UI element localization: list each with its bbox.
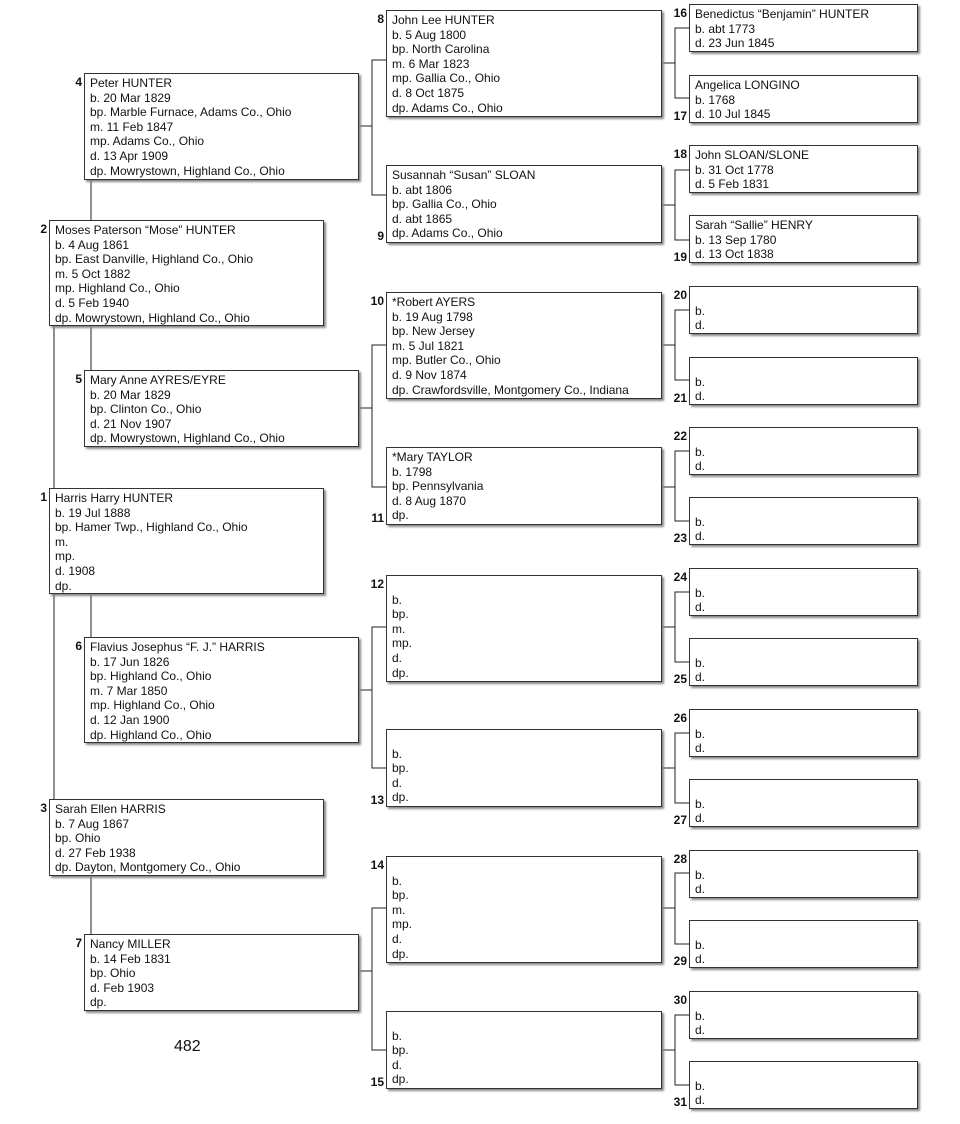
person-detail: b. xyxy=(392,1028,403,1043)
person-name xyxy=(695,289,912,304)
person-name: Moses Paterson “Mose” HUNTER xyxy=(55,223,236,237)
person-detail: bp. Hamer Twp., Highland Co., Ohio xyxy=(55,520,248,535)
person-detail: d. xyxy=(695,882,706,897)
ancestor-number: 24 xyxy=(673,570,687,584)
person-detail: b. xyxy=(695,374,706,389)
person-box-25 xyxy=(689,638,918,686)
person-name: *Mary TAYLOR xyxy=(392,450,473,464)
person-detail: b. 20 Mar 1829 xyxy=(90,90,171,105)
person-detail: b. xyxy=(695,1078,706,1093)
person-detail: b. 14 Feb 1831 xyxy=(90,951,171,966)
person-name: Nancy MILLER xyxy=(90,937,171,951)
person-detail: bp. East Danville, Highland Co., Ohio xyxy=(55,252,254,267)
person-name xyxy=(695,782,912,797)
person-detail: d. xyxy=(695,1023,706,1038)
person-detail: bp. xyxy=(392,888,409,903)
ancestor-number: 10 xyxy=(370,294,384,308)
person-name: Angelica LONGINO xyxy=(695,78,800,92)
person-box-22 xyxy=(689,427,918,475)
person-box-19 xyxy=(689,215,918,263)
person-box-4 xyxy=(84,73,359,180)
person-name xyxy=(695,1064,912,1079)
person-box-2 xyxy=(49,220,324,326)
person-box-24 xyxy=(689,568,918,616)
person-detail: b. abt 1806 xyxy=(392,182,453,197)
ancestor-number: 30 xyxy=(673,993,687,1007)
ancestor-number: 26 xyxy=(673,711,687,725)
person-name: Benedictus “Benjamin” HUNTER xyxy=(695,7,870,21)
person-name: John Lee HUNTER xyxy=(392,13,495,27)
person-name xyxy=(695,994,912,1009)
person-detail: d. 23 Jun 1845 xyxy=(695,36,775,51)
person-box-31 xyxy=(689,1061,918,1109)
person-detail: dp. Adams Co., Ohio xyxy=(392,100,503,115)
ancestor-number: 31 xyxy=(673,1095,687,1109)
person-detail: d. xyxy=(695,952,706,967)
person-name: John SLOAN/SLONE xyxy=(695,148,810,162)
person-detail: m. xyxy=(392,621,406,636)
person-detail: b. 19 Aug 1798 xyxy=(392,309,473,324)
ancestor-number: 8 xyxy=(377,12,384,26)
person-box-3 xyxy=(49,799,324,876)
person-detail: mp. Adams Co., Ohio xyxy=(90,134,205,149)
page-number: 482 xyxy=(174,1038,201,1055)
person-detail: mp. Butler Co., Ohio xyxy=(392,353,501,368)
person-detail: d. 21 Nov 1907 xyxy=(90,416,172,431)
ancestor-number: 20 xyxy=(673,288,687,302)
person-detail: b. 4 Aug 1861 xyxy=(55,237,130,252)
person-detail: mp. Gallia Co., Ohio xyxy=(392,71,501,86)
person-detail: b. xyxy=(695,655,706,670)
person-name xyxy=(695,641,912,656)
person-detail: b. xyxy=(695,726,706,741)
person-detail: b. 1798 xyxy=(392,464,433,479)
person-box-26 xyxy=(689,709,918,757)
person-detail: b. xyxy=(392,592,403,607)
person-detail: b. xyxy=(695,867,706,882)
person-detail: d. xyxy=(695,389,706,404)
person-detail: mp. xyxy=(392,917,413,932)
person-name xyxy=(695,571,912,586)
person-detail: d. xyxy=(695,1093,706,1108)
person-detail: d. xyxy=(695,811,706,826)
person-name: Sarah Ellen HARRIS xyxy=(55,802,166,816)
person-detail: b. xyxy=(695,937,706,952)
person-name xyxy=(392,1014,656,1029)
person-detail: b. abt 1773 xyxy=(695,21,756,36)
ancestor-number: 3 xyxy=(40,801,47,815)
person-detail: dp. xyxy=(392,508,409,523)
person-detail: dp. xyxy=(55,578,72,593)
person-box-10 xyxy=(386,292,662,399)
ancestor-number: 12 xyxy=(370,577,384,591)
person-detail: d. 8 Oct 1875 xyxy=(392,85,465,100)
ancestor-number: 19 xyxy=(673,250,687,264)
person-detail: mp. xyxy=(392,636,413,651)
person-detail: b. xyxy=(392,873,403,888)
ancestor-number: 1 xyxy=(40,490,47,504)
ancestor-number: 2 xyxy=(40,222,47,236)
person-box-23 xyxy=(689,497,918,545)
person-name xyxy=(392,859,656,874)
person-detail: d. xyxy=(695,318,706,333)
person-detail: dp. xyxy=(90,995,107,1010)
person-detail: bp. Highland Co., Ohio xyxy=(90,669,212,684)
person-detail: d. 13 Oct 1838 xyxy=(695,247,774,262)
person-box-6 xyxy=(84,637,359,743)
person-box-30 xyxy=(689,991,918,1039)
person-name xyxy=(695,853,912,868)
person-box-21 xyxy=(689,357,918,405)
person-box-20 xyxy=(689,286,918,334)
person-detail: bp. Pennsylvania xyxy=(392,479,484,494)
person-box-28 xyxy=(689,850,918,898)
person-detail: bp. Marble Furnace, Adams Co., Ohio xyxy=(90,105,292,120)
ancestor-number: 15 xyxy=(370,1075,384,1089)
ancestor-number: 22 xyxy=(673,429,687,443)
person-detail: b. 13 Sep 1780 xyxy=(695,232,777,247)
person-detail: d. 5 Feb 1831 xyxy=(695,177,770,192)
person-detail: m. 11 Feb 1847 xyxy=(90,119,174,134)
person-detail: m. 7 Mar 1850 xyxy=(90,683,168,698)
person-detail: b. xyxy=(695,796,706,811)
person-detail: d. 1908 xyxy=(55,563,96,578)
ancestor-number: 7 xyxy=(75,936,82,950)
person-box-14 xyxy=(386,856,662,963)
person-name xyxy=(392,732,656,747)
person-detail: m. 6 Mar 1823 xyxy=(392,56,470,71)
person-detail: bp. Ohio xyxy=(55,831,101,846)
person-detail: d. 9 Nov 1874 xyxy=(392,367,467,382)
ancestor-number: 16 xyxy=(673,6,687,20)
person-detail: b. 31 Oct 1778 xyxy=(695,162,774,177)
person-box-27 xyxy=(689,779,918,827)
ancestor-number: 13 xyxy=(370,793,384,807)
ancestor-number: 29 xyxy=(673,954,687,968)
person-detail: d. 12 Jan 1900 xyxy=(90,712,170,727)
person-detail: bp. Ohio xyxy=(90,966,136,981)
ancestor-number: 6 xyxy=(75,639,82,653)
person-detail: d. 10 Jul 1845 xyxy=(695,107,771,122)
person-detail: dp. xyxy=(392,665,409,680)
person-detail: m. xyxy=(392,902,406,917)
person-detail: bp. Gallia Co., Ohio xyxy=(392,197,497,212)
ancestor-number: 27 xyxy=(673,813,687,827)
person-detail: d. xyxy=(695,741,706,756)
person-detail: b. 1768 xyxy=(695,92,736,107)
person-box-1 xyxy=(49,488,324,594)
person-name: Flavius Josephus “F. J.” HARRIS xyxy=(90,640,265,654)
person-box-29 xyxy=(689,920,918,968)
person-name: Sarah “Sallie” HENRY xyxy=(695,218,813,232)
person-name: Susannah “Susan” SLOAN xyxy=(392,168,536,182)
ancestor-number: 18 xyxy=(673,147,687,161)
person-detail: d. abt 1865 xyxy=(392,211,453,226)
person-detail: b. xyxy=(695,303,706,318)
person-detail: d. Feb 1903 xyxy=(90,980,155,995)
ancestor-number: 25 xyxy=(673,672,687,686)
ancestor-number: 28 xyxy=(673,852,687,866)
person-name: *Robert AYERS xyxy=(392,295,476,309)
person-detail: b. xyxy=(695,585,706,600)
person-detail: dp. Crawfordsville, Montgomery Co., Indiana xyxy=(392,382,629,397)
person-detail: dp. Mowrystown, Highland Co., Ohio xyxy=(90,163,285,178)
ancestor-number: 11 xyxy=(371,511,384,525)
person-box-5 xyxy=(84,370,359,447)
person-name xyxy=(695,430,912,445)
person-detail: bp. xyxy=(392,607,409,622)
person-detail: dp. Highland Co., Ohio xyxy=(90,727,212,742)
person-box-11 xyxy=(386,447,662,525)
person-name xyxy=(695,923,912,938)
person-detail: b. 17 Jun 1826 xyxy=(90,654,170,669)
person-box-12 xyxy=(386,575,662,682)
person-detail: dp. xyxy=(392,790,409,805)
person-detail: b. 5 Aug 1800 xyxy=(392,27,467,42)
ancestor-number: 9 xyxy=(377,229,384,243)
person-detail: d. xyxy=(392,931,403,946)
person-detail: dp. xyxy=(392,946,409,961)
person-detail: d. xyxy=(392,775,403,790)
person-detail: d. xyxy=(695,600,706,615)
ancestor-number: 5 xyxy=(75,372,82,386)
person-name xyxy=(695,360,912,375)
person-detail: b. xyxy=(392,746,403,761)
person-detail: bp. xyxy=(392,761,409,776)
person-detail: b. xyxy=(695,1008,706,1023)
person-detail: mp. Highland Co., Ohio xyxy=(55,281,180,296)
person-box-8 xyxy=(386,10,662,117)
person-box-17 xyxy=(689,75,918,123)
person-detail: bp. North Carolina xyxy=(392,42,490,57)
person-detail: dp. xyxy=(392,1072,409,1087)
person-detail: d. xyxy=(695,670,706,685)
person-detail: mp. Highland Co., Ohio xyxy=(90,698,215,713)
person-detail: d. xyxy=(392,650,403,665)
person-name: Peter HUNTER xyxy=(90,76,173,90)
ancestor-number: 17 xyxy=(673,109,687,123)
person-detail: b. xyxy=(695,514,706,529)
ancestor-number: 21 xyxy=(673,391,687,405)
person-detail: d. 13 Apr 1909 xyxy=(90,148,169,163)
person-name xyxy=(695,712,912,727)
ancestor-number: 14 xyxy=(370,858,384,872)
person-detail: d. 5 Feb 1940 xyxy=(55,295,130,310)
person-detail: dp. Dayton, Montgomery Co., Ohio xyxy=(55,860,241,875)
person-box-13 xyxy=(386,729,662,807)
person-detail: b. 20 Mar 1829 xyxy=(90,387,171,402)
person-box-7 xyxy=(84,934,359,1011)
person-detail: dp. Mowrystown, Highland Co., Ohio xyxy=(55,310,250,325)
person-detail: m. 5 Oct 1882 xyxy=(55,266,131,281)
person-detail: d. 8 Aug 1870 xyxy=(392,493,467,508)
person-detail: m. 5 Jul 1821 xyxy=(392,338,465,353)
person-detail: d. 27 Feb 1938 xyxy=(55,845,136,860)
person-detail: b. 19 Jul 1888 xyxy=(55,505,131,520)
person-detail: mp. xyxy=(55,549,76,564)
ancestor-number: 4 xyxy=(75,75,82,89)
person-box-9 xyxy=(386,165,662,243)
person-detail: m. xyxy=(55,534,69,549)
person-box-15 xyxy=(386,1011,662,1089)
person-detail: dp. Mowrystown, Highland Co., Ohio xyxy=(90,431,285,446)
person-detail: d. xyxy=(695,459,706,474)
person-detail: dp. Adams Co., Ohio xyxy=(392,226,503,241)
person-detail: bp. Clinton Co., Ohio xyxy=(90,402,202,417)
person-detail: b. 7 Aug 1867 xyxy=(55,816,130,831)
person-detail: bp. New Jersey xyxy=(392,324,475,339)
person-name xyxy=(695,500,912,515)
person-detail: b. xyxy=(695,444,706,459)
person-detail: d. xyxy=(392,1057,403,1072)
person-box-16 xyxy=(689,4,918,52)
person-detail: bp. xyxy=(392,1043,409,1058)
person-name xyxy=(392,578,656,593)
person-box-18 xyxy=(689,145,918,193)
ancestor-number: 23 xyxy=(673,531,687,545)
person-name: Mary Anne AYRES/EYRE xyxy=(90,373,226,387)
person-name: Harris Harry HUNTER xyxy=(55,491,173,505)
person-detail: d. xyxy=(695,529,706,544)
